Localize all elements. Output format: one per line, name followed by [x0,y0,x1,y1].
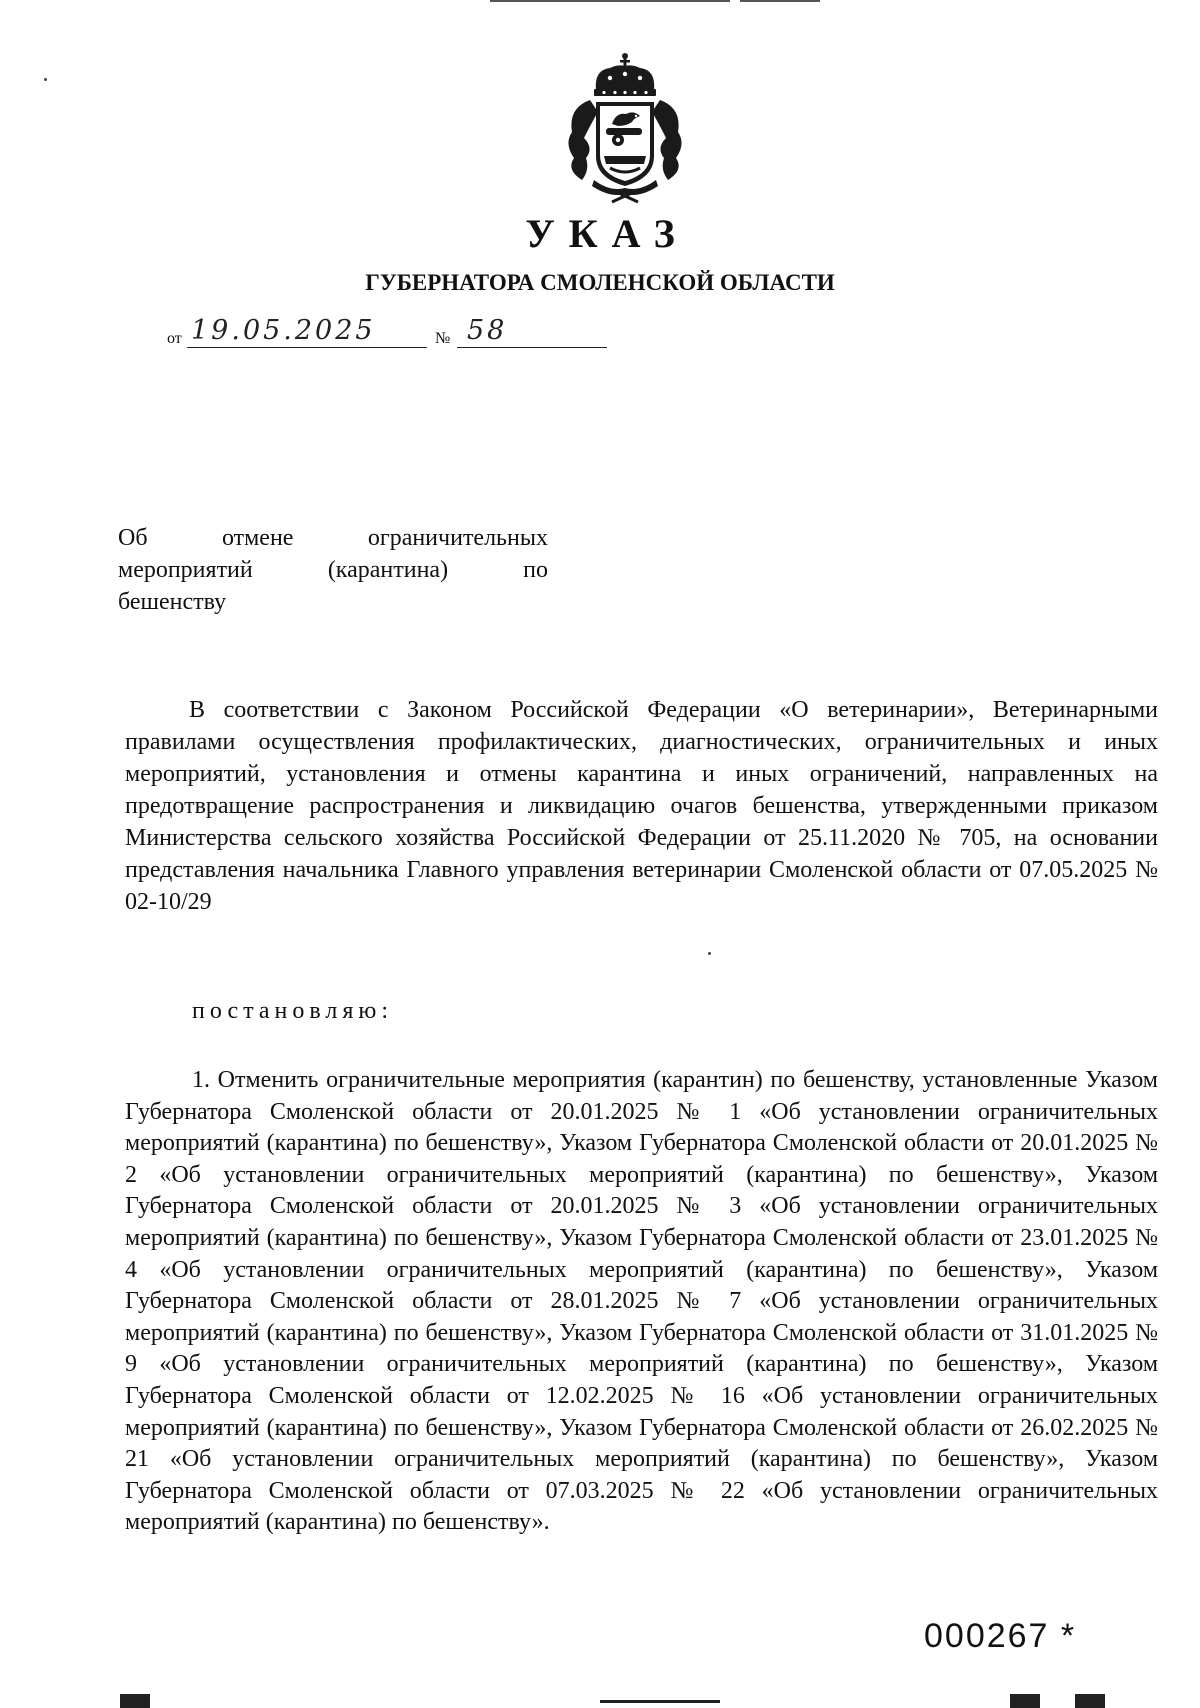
document-subject [118,522,548,618]
subject-word: по [523,557,548,583]
registration-number: 000267 * [924,1617,1077,1655]
scan-speck [44,78,47,81]
scan-edge-line [740,0,820,2]
subject-word: отмене [221,525,294,551]
subject-line [118,522,548,554]
handwritten-number: 58 [467,315,508,346]
handwritten-date: 19.05.2025 [191,315,376,346]
date-label: от [167,330,182,347]
subject-line [118,554,548,586]
subject-word: мероприятий [118,557,253,583]
scan-edge-mark [1010,1694,1040,1708]
scan-edge-mark [120,1694,150,1708]
preamble-paragraph: В соответствии с Законом Российской Федерации «О ветеринарии», Ветеринарными правилами осуществления профилактических, диагностических, ограничительных и иных мероприятий, установления и отмены карантина и иных ограничений, направленных на предотвращение распространения и ликвидацию очагов бешенства, утвержденными приказом Министерства сельского хозяйства Российской Федерации от 25.11.2020 № 705, на основании представления начальника Главного управления ветеринарии Смоленской области от 07.05.2025 № 02-10/29 [125,697,1158,915]
scan-edge-mark [600,1700,720,1703]
date-underline [187,347,427,348]
subject-line [118,586,548,618]
date-number-line [167,315,607,350]
number-label: № [435,330,451,347]
subject-word: ограничительных [367,525,548,551]
scan-speck [708,952,711,955]
subject-word: Об [118,525,148,551]
smolensk-coat-of-arms-icon [560,52,690,204]
subject-word: бешенству [118,589,227,615]
subject-word: (карантина) [327,557,449,583]
document-title: УКАЗ [525,211,689,256]
scan-edge-line [490,0,730,2]
decree-word: постановляю: [192,998,393,1024]
clause-1-paragraph: 1. Отменить ограничительные мероприятия (карантин) по бешенству, установленные Указом Губернатора Смоленской области от 20.01.2025 № 1 «Об установлении ограничительных мероприятий (карантина) по бешенству», Указом Губернатора Смоленской области от 20.01.2025 № 2 «Об установлении ограничительных мероприятий (карантина) по бешенству», Указом Губернатора Смоленской области от 20.01.2025 № 3 «Об установлении ограничительных мероприятий (карантина) по бешенству», Указом Губернатора Смоленской области от 23.01.2025 № 4 «Об установлении ограничительных мероприятий (карантина) по бешенству», Указом Губернатора Смоленской области от 28.01.2025 № 7 «Об установлении ограничительных мероприятий (карантина) по бешенству», Указом Губернатора Смоленской области от 31.01.2025 № 9 «Об установлении ограничительных мероприятий (карантина) по бешенству», Указом Губернатора Смоленской области от 12.02.2025 № 16 «Об установлении ограничительных мероприятий (карантина) по бешенству», Указом Губернатора Смоленской области от 26.02.2025 № 21 «Об установлении ограничительных мероприятий (карантина) по бешенству», Указом Губернатора Смоленской области от 07.03.2025 № 22 «Об установлении ограничительных мероприятий (карантина) по бешенству». [125,1067,1158,1536]
number-underline [457,347,607,348]
document-issuer: ГУБЕРНАТОРА СМОЛЕНСКОЙ ОБЛАСТИ [365,270,835,295]
scan-edge-mark [1075,1694,1105,1708]
